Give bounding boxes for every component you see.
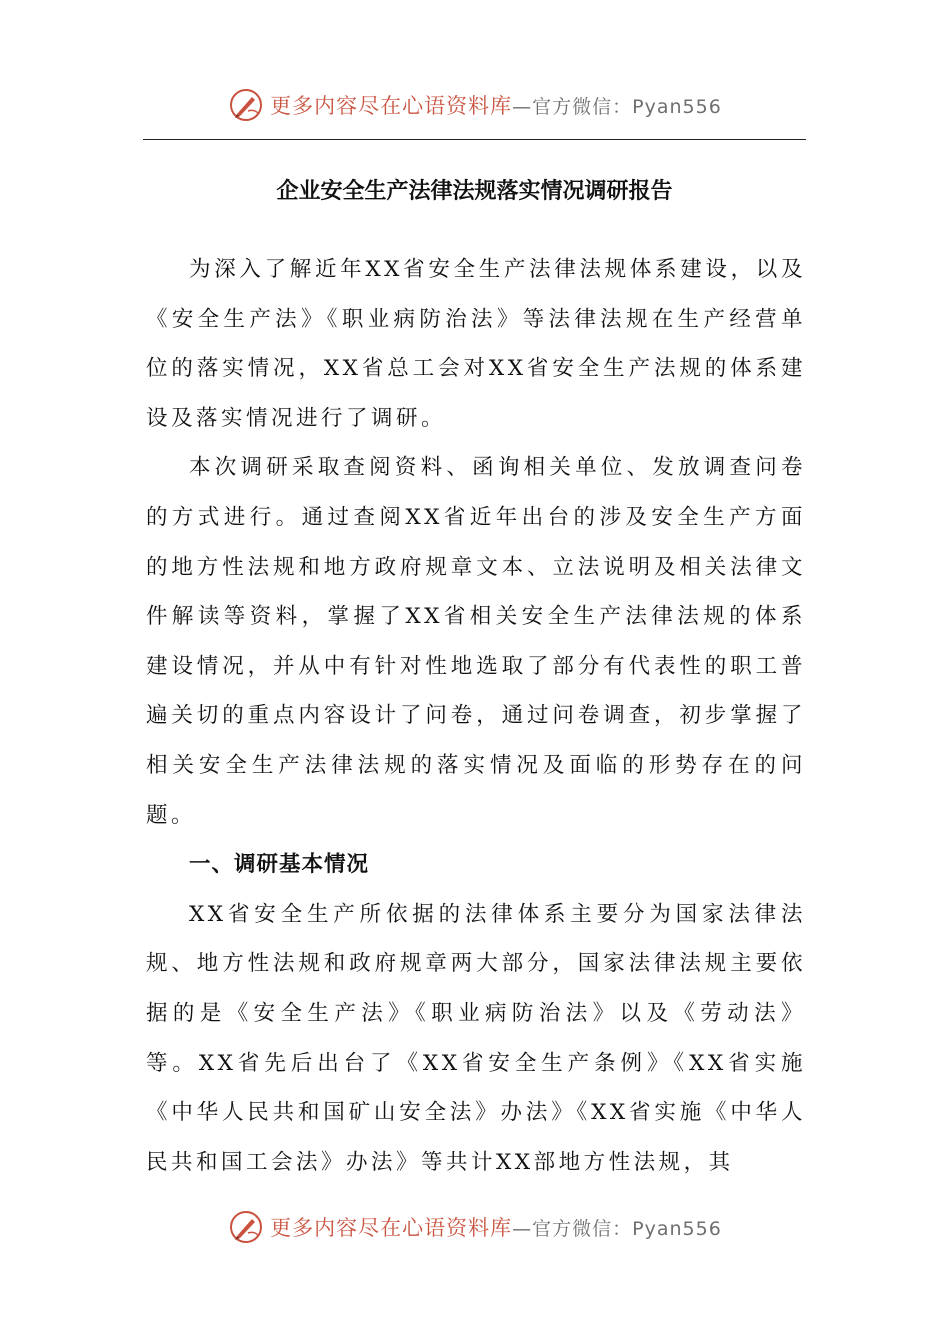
pen-logo-icon (228, 1209, 264, 1245)
footer-banner (0, 1202, 950, 1252)
paragraph: XX省安全生产所依据的法律体系主要分为国家法律法规、地方性法规和政府规章两大部分，国家法律法规主要依据的是《安全生产法》《职业病防治法》以及《劳动法》等。XX省先后出台了《XX省安全生产条例》《XX省实施《中华人民共和国矿山安全法》办法》《XX省实施《中华人民共和国工会法》办法》等共计XX部地方性法规，其 (146, 901, 806, 1175)
section-heading: 一、调研基本情况 (189, 852, 370, 878)
paragraph: 为深入了解近年XX省安全生产法律法规体系建设，以及《安全生产法》《职业病防治法》等法律法规在生产经营单位的落实情况，XX省总工会对XX省安全生产法规的体系建设及落实情况进行了调研。 (146, 257, 806, 431)
footer-banner-wechat: —官方微信：Pyan556 (512, 1217, 722, 1240)
paragraph: 本次调研采取查阅资料、函询相关单位、发放调查问卷的方式进行。通过查阅XX省近年出台的涉及安全生产方面的地方性法规和地方政府规章文本、立法说明及相关法律文件解读等资料，掌握了XX省相关安全生产法律法规的体系建设情况，并从中有针对性地选取了部分有代表性的职工普遍关切的重点内容设计了问卷，通过问卷调查，初步掌握了相关安全生产法律法规的落实情况及面临的形势存在的问题。 (146, 455, 806, 828)
header-banner (0, 80, 950, 130)
header-banner-text: 更多内容尽在心语资料库 (270, 94, 513, 118)
document-title: 企业安全生产法律法规落实情况调研报告 (276, 179, 673, 204)
document-body (146, 245, 806, 1187)
pen-logo-icon (228, 87, 264, 123)
header-banner-wechat: —官方微信：Pyan556 (512, 95, 722, 118)
header-divider (143, 139, 806, 140)
footer-banner-text: 更多内容尽在心语资料库 (270, 1216, 513, 1240)
